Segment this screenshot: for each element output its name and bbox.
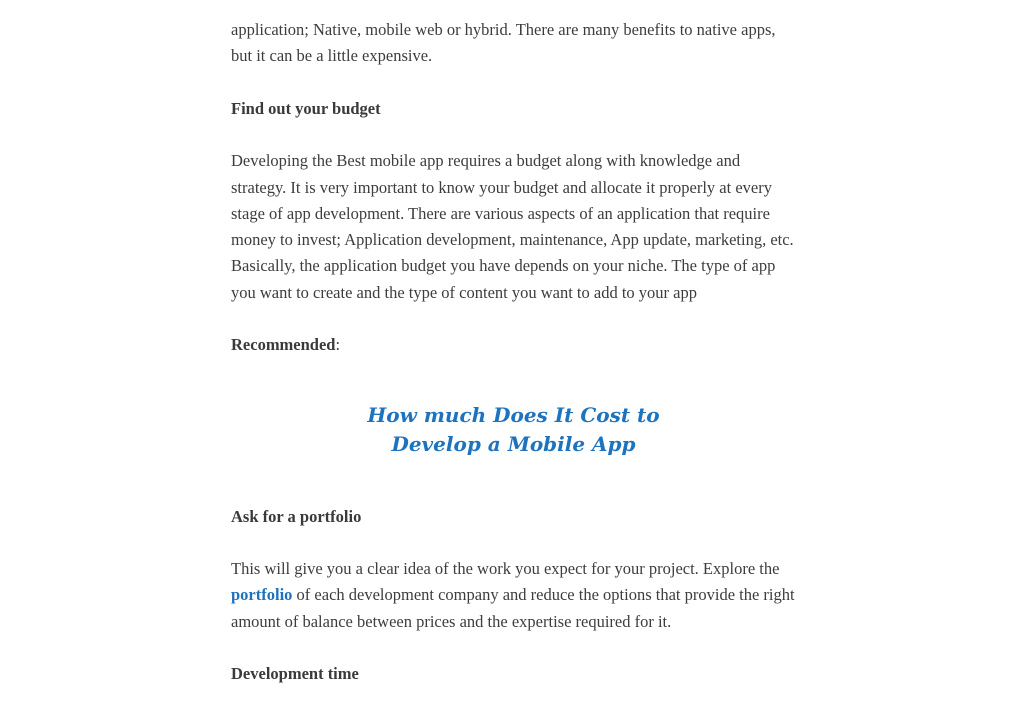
budget-paragraph: Developing the Best mobile app requires a budget along with knowledge and strategy. It is very important to know your budget and allocate it properly at every stage of app development. There are various aspects of an application that require money to invest; Application development, maintenance, App update, marketing, etc. Basically, the application budget you have depends on your niche. The type of app you want to create and the type of content you want to add to your app — [231, 151, 794, 302]
portfolio-link[interactable]: portfolio — [231, 585, 293, 605]
recommended-colon: : — [335, 335, 341, 355]
article-body — [231, 17, 796, 714]
recommended-block — [231, 332, 796, 358]
portfolio-text-after: of each development company and reduce the options that provide the right amount of balance between prices and the expertise required for it. — [231, 585, 795, 631]
budget-heading: Find out your budget — [231, 98, 381, 118]
portfolio-text-before: This will give you a clear idea of the work you expect for your project. Explore the — [231, 559, 780, 579]
recommended-article-link[interactable]: How much Does It Cost to Develop a Mobile App — [367, 402, 660, 457]
budget-heading-block — [231, 96, 796, 122]
portfolio-paragraph — [231, 556, 796, 635]
intro-paragraph: application; Native, mobile web or hybrid. There are many benefits to native apps, but it can be a little expensive. — [231, 20, 776, 66]
development-heading: Development time — [231, 664, 359, 684]
recommended-label: Recommended — [231, 335, 336, 355]
portfolio-heading-block — [231, 504, 796, 530]
portfolio-heading: Ask for a portfolio — [231, 506, 362, 526]
development-heading-block — [231, 661, 796, 687]
